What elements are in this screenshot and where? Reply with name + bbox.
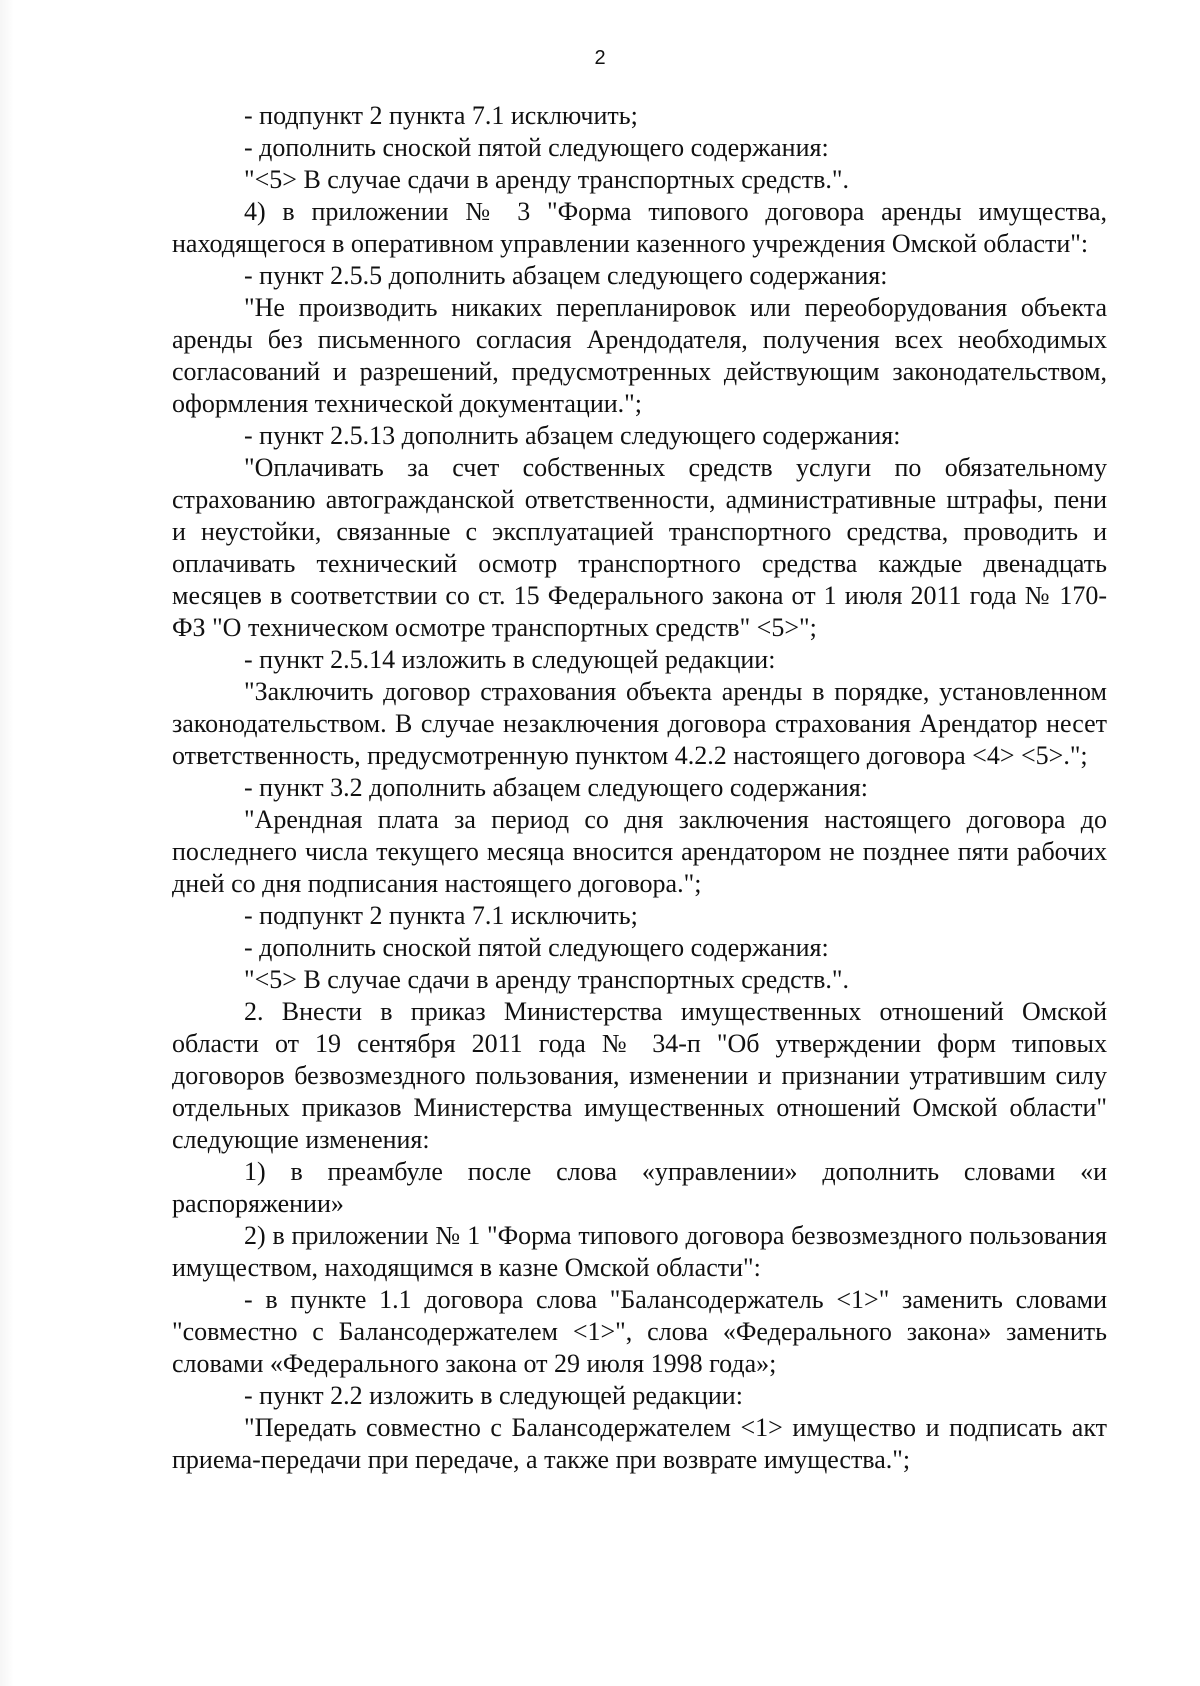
- paragraph: "<5> В случае сдачи в аренду транспортных средств.".: [244, 165, 849, 194]
- paragraph: - дополнить сноской пятой следующего содержания:: [244, 133, 829, 162]
- paragraph: - пункт 2.5.13 дополнить абзацем следующего содержания:: [244, 421, 901, 450]
- paragraph: 1) в преамбуле после слова «управлении» дополнить словами «и распоряжении»: [172, 1157, 1107, 1218]
- paragraph: 2) в приложении № 1 "Форма типового договора безвозмездного пользования имуществом, находящимся в казне Омской области":: [172, 1221, 1107, 1282]
- paragraph: "<5> В случае сдачи в аренду транспортных средств.".: [244, 965, 849, 994]
- paragraph: "Оплачивать за счет собственных средств услуги по обязательному страхованию автогражданской ответственности, административные штрафы, пени и неустойки, связанные с эксплуатацией транспортного средства, проводить и оплачивать технический осмотр транспортного средства каждые двенадцать месяцев в соответствии со ст. 15 Федерального закона от 1 июля 2011 года № 170-ФЗ "О техническом осмотре транспортных средств" <5>";: [172, 453, 1107, 642]
- paragraph: - подпункт 2 пункта 7.1 исключить;: [244, 101, 638, 130]
- page-number: 2: [594, 47, 606, 69]
- paragraph: - пункт 2.5.5 дополнить абзацем следующего содержания:: [244, 261, 888, 290]
- paragraph: - дополнить сноской пятой следующего содержания:: [244, 933, 829, 962]
- paragraph: "Не производить никаких перепланировок или переоборудования объекта аренды без письменного согласия Арендодателя, получения всех необходимых согласований и разрешений, предусмотренных действующим законодательством, оформления технической документации.";: [172, 293, 1107, 418]
- paragraph: "Заключить договор страхования объекта аренды в порядке, установленном законодательством. В случае незаключения договора страхования Арендатор несет ответственность, предусмотренную пунктом 4.2.2 настоящего договора <4> <5>.";: [172, 677, 1107, 770]
- document-body: [172, 100, 1107, 1476]
- scan-edge: [0, 0, 14, 1686]
- paragraph: "Передать совместно с Балансодержателем <1> имущество и подписать акт приема-передачи при передаче, а также при возврате имущества.";: [172, 1413, 1107, 1474]
- paragraph: - подпункт 2 пункта 7.1 исключить;: [244, 901, 638, 930]
- paragraph: 4) в приложении № 3 "Форма типового договора аренды имущества, находящегося в оперативном управлении казенного учреждения Омской области":: [172, 197, 1107, 258]
- paragraph: - пункт 2.5.14 изложить в следующей редакции:: [244, 645, 776, 674]
- paragraph: - в пункте 1.1 договора слова "Балансодержатель <1>" заменить словами "совместно с Балансодержателем <1>", слова «Федерального закона» заменить словами «Федерального закона от 29 июля 1998 года»;: [172, 1285, 1107, 1378]
- paragraph: "Арендная плата за период со дня заключения настоящего договора до последнего числа текущего месяца вносится арендатором не позднее пяти рабочих дней со дня подписания настоящего договора.";: [172, 805, 1107, 898]
- paragraph: 2. Внести в приказ Министерства имущественных отношений Омской области от 19 сентября 2011 года № 34-п "Об утверждении форм типовых договоров безвозмездного пользования, изменении и признании утратившим силу отдельных приказов Министерства имущественных отношений Омской области" следующие изменения:: [172, 997, 1107, 1154]
- paragraph: - пункт 3.2 дополнить абзацем следующего содержания:: [244, 773, 868, 802]
- paragraph: - пункт 2.2 изложить в следующей редакции:: [244, 1381, 743, 1410]
